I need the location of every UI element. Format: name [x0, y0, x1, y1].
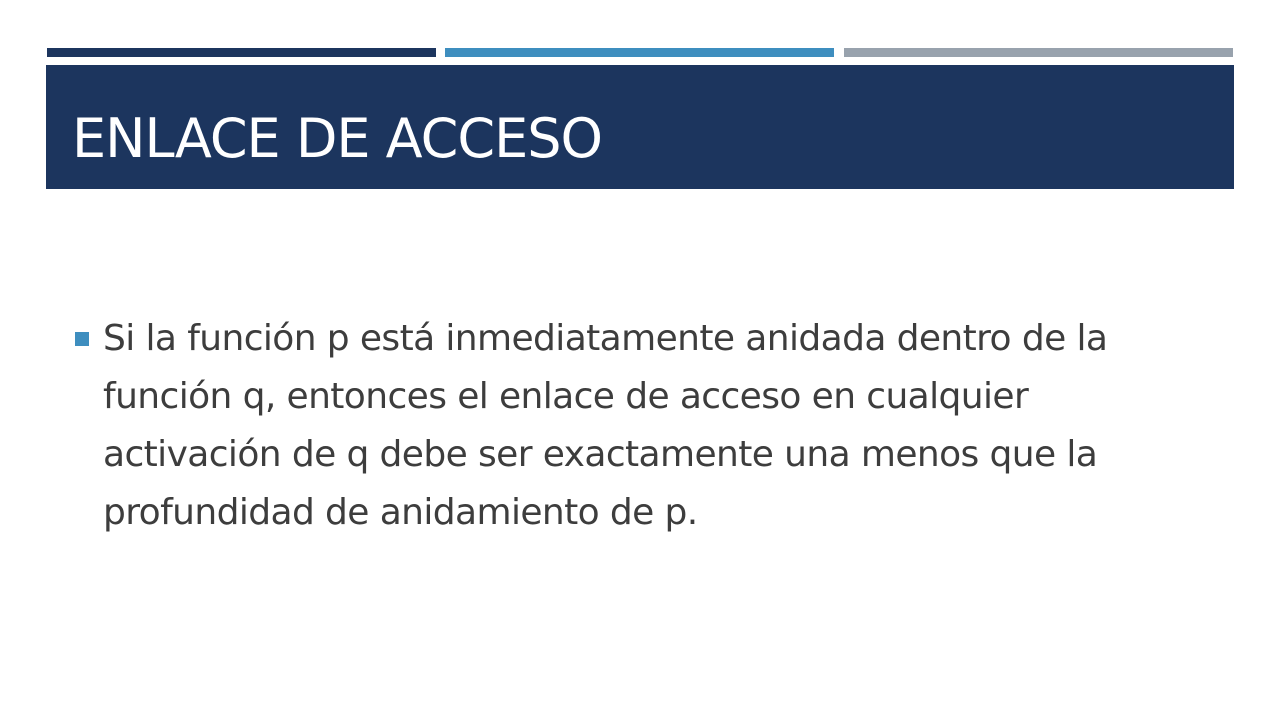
- title-banner: [46, 65, 1234, 189]
- slide-content: [72, 310, 1202, 542]
- accent-bar-dark-blue: [47, 48, 436, 57]
- bullet-text: Si la función p está inmediatamente anidada dentro de la función q, entonces el enlace de acceso en cualquier activación de q debe ser exactamente una menos que la profundidad de anidamiento de p.: [103, 318, 1108, 533]
- accent-bar-light-blue: [445, 48, 834, 57]
- accent-bar-gray: [844, 48, 1233, 57]
- square-bullet-icon: [75, 332, 89, 346]
- slide-title: ENLACE DE ACCESO: [72, 107, 602, 170]
- bullet-item: [72, 310, 1202, 542]
